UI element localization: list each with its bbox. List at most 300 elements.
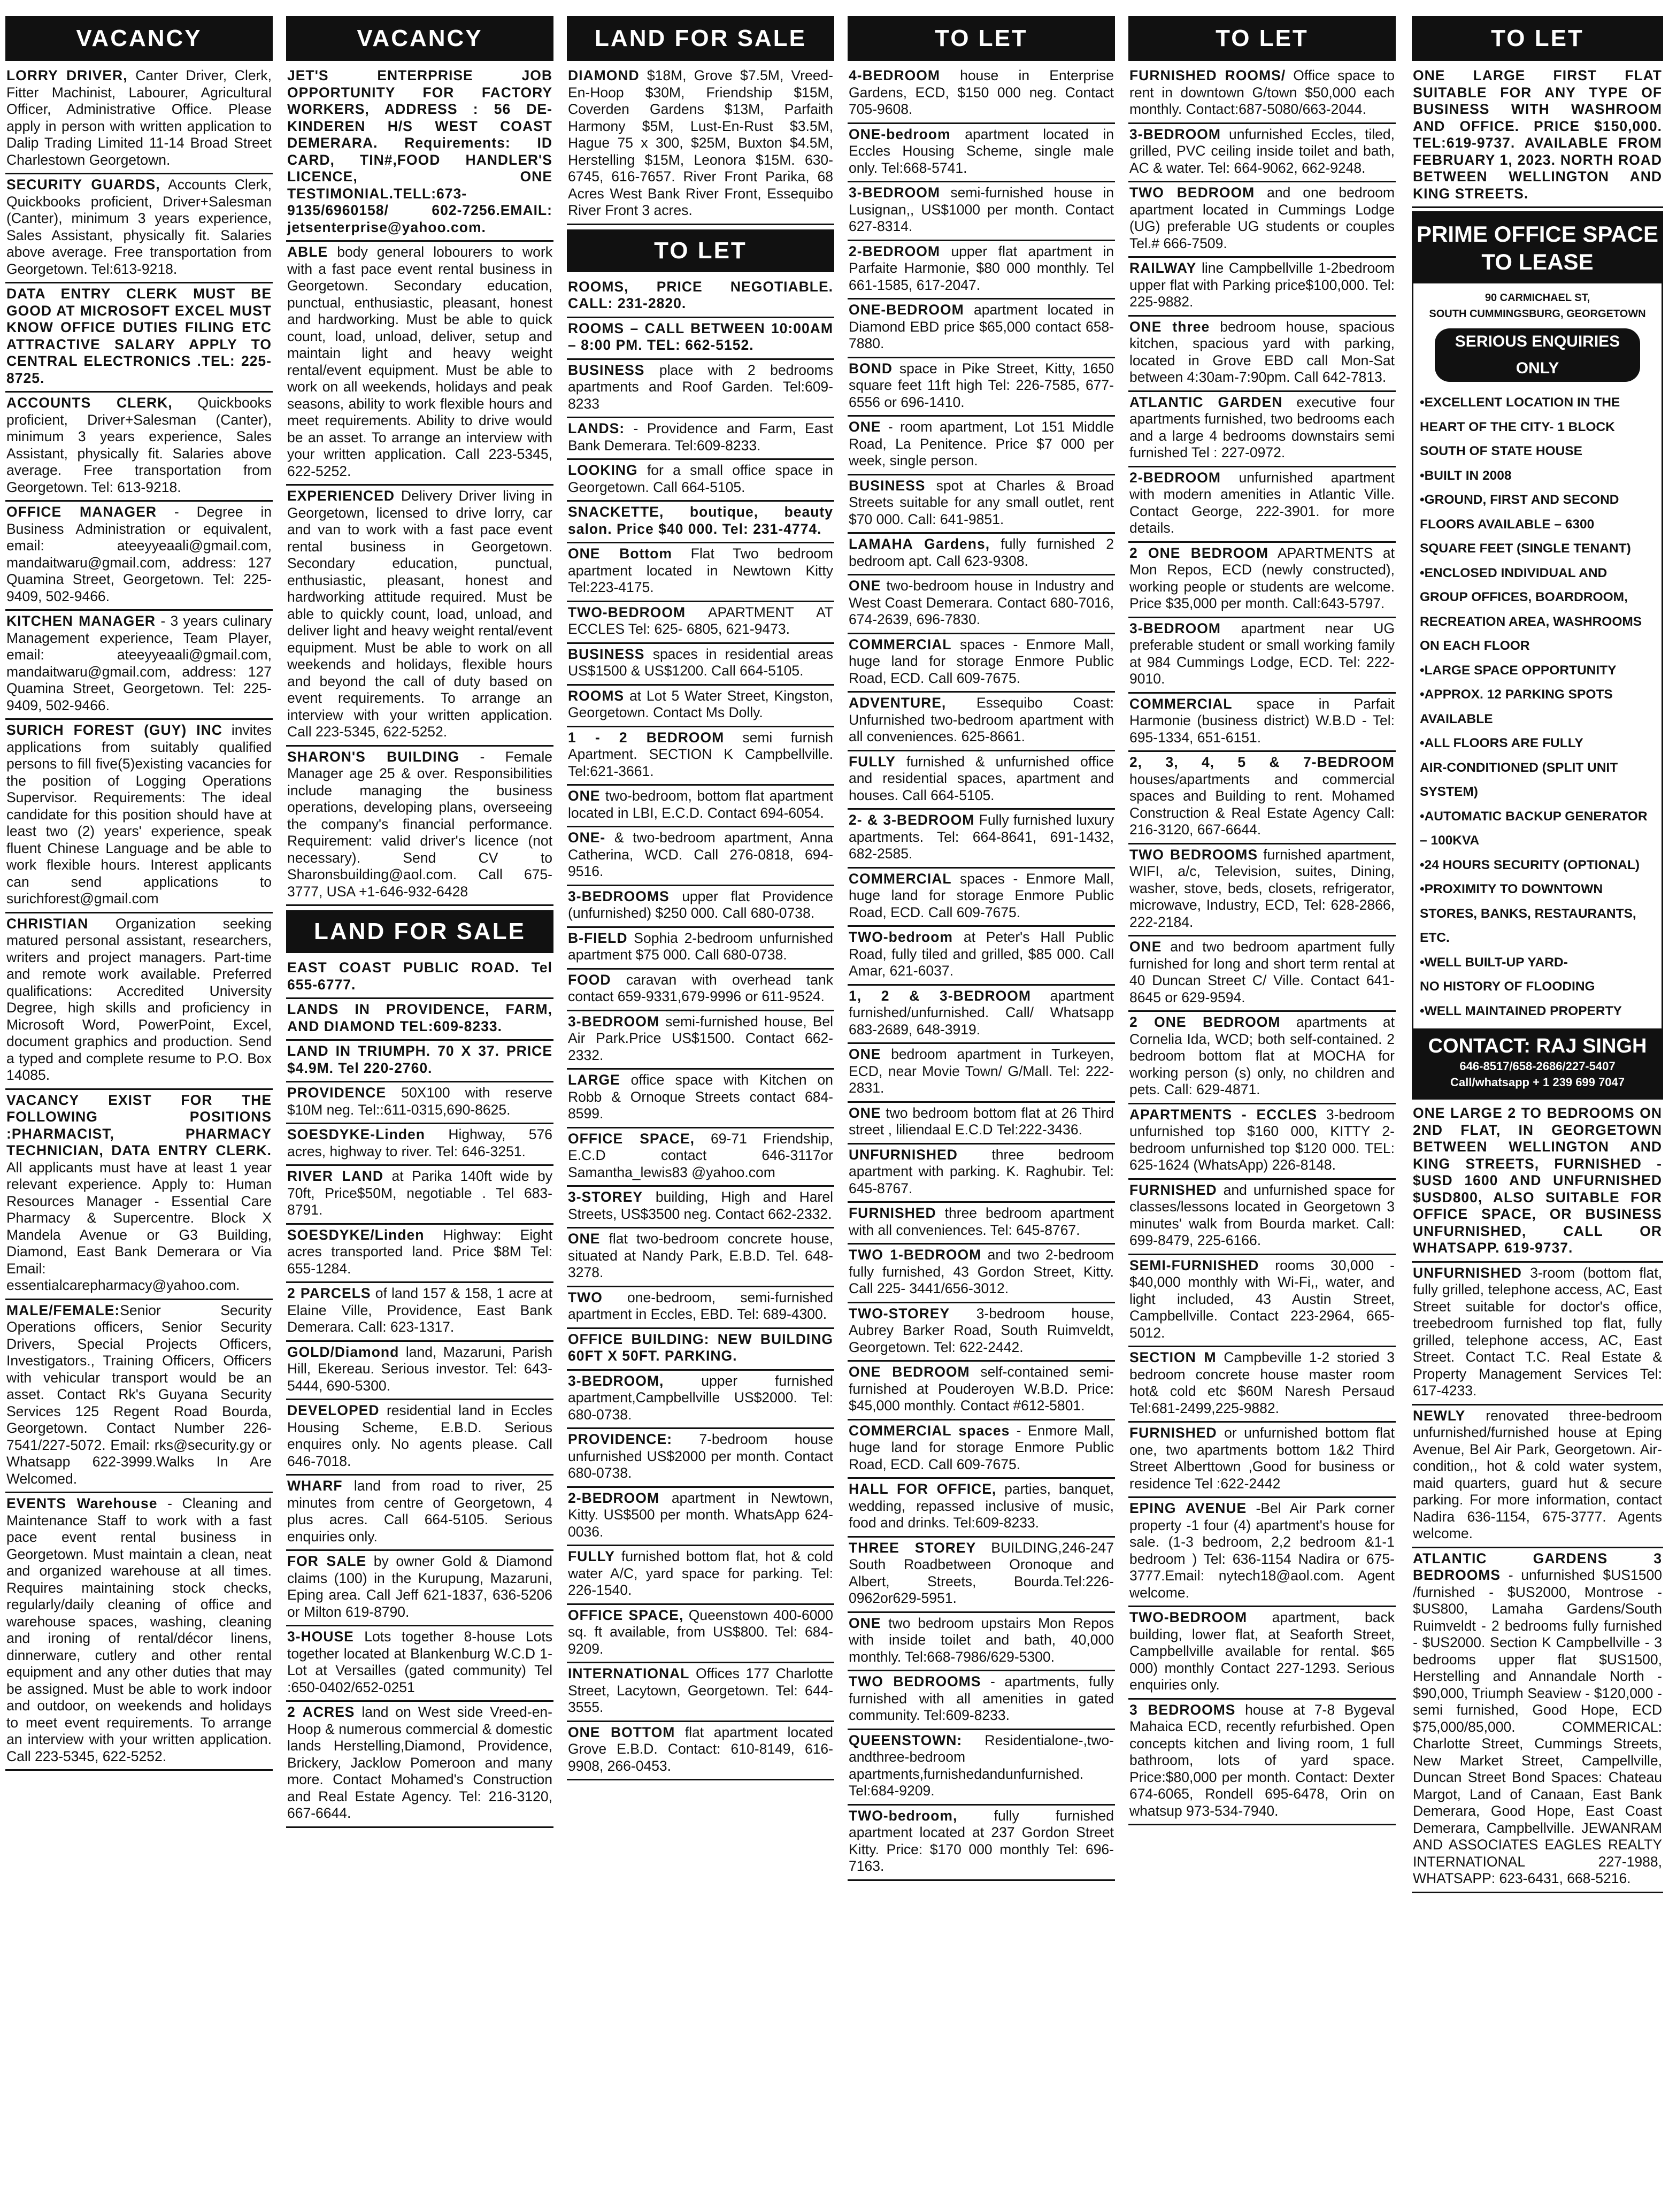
ad-body: Senior Security Operations officers, Senior Security Drivers, Special Projects Officers, Investigators., Training Officers, Officers with vehicular transport would be an asset. Contact Rk's Guyana Security Services 125 Regent Road Bourda, Georgetown. Contact Number 226-7541/227-5072. Email: rks@security.gy or Whatsapp 622-3999.Walks In Are Welcomed.: [6, 1302, 272, 1487]
classified-ad: [286, 1476, 553, 1551]
classified-ad: [1128, 467, 1396, 543]
column-3: [567, 16, 834, 2198]
ad-lead: UNFURNISHED: [849, 1146, 958, 1163]
ad-lead: COMMERCIAL spaces: [849, 1422, 1010, 1439]
ad-list: [567, 276, 834, 1781]
ad-body: invites applications from suitably qualified persons to fill five(5)existing vacancies for the position of Logging Operations Supervisor. Requirements: The ideal candidate for this position should have at least two (2) years' experience, speak fluent Chinese Language and be able to work flexible hours. Interest applicants can send applications to surichforest@gmail.com: [6, 722, 272, 907]
promo-feature: •LARGE SPACE OPPORTUNITY: [1420, 663, 1617, 678]
ad-body: - Degree in Business Administration or equivalent, email: ateeyyeaali@gmail.com, mandaitwaru@gmail.com, address: 127 Quamina Street, Georgetown. Tel: 225-9409, 502-9466.: [6, 504, 272, 604]
ad-lead: ONE: [1129, 939, 1162, 955]
ad-body: Sophia 2-bedroom unfurnished apartment $75 000. Call 680-0738.: [568, 930, 833, 963]
promo-contact: [1413, 1028, 1662, 1098]
classified-ad: [1128, 1347, 1396, 1423]
classified-ad: [848, 927, 1115, 986]
classified-ad: [286, 1082, 553, 1124]
classified-ad: [1128, 392, 1396, 467]
classified-ad: [567, 65, 834, 225]
promo-feature: SYSTEM): [1420, 785, 1478, 799]
classified-ad: [567, 727, 834, 786]
promo-feature: •WELL MAINTAINED PROPERTY: [1420, 1003, 1622, 1018]
classified-ad: [567, 360, 834, 419]
classified-ad: [848, 810, 1115, 869]
classified-ad: [1128, 1180, 1396, 1255]
prime-office-promo: [1412, 211, 1663, 1100]
ad-body: 3-bedroom house, Aubrey Barker Road, South Ruimveldt, Georgetown. Tel: 622-2442.: [849, 1305, 1114, 1355]
ad-lead: 3-STOREY: [568, 1189, 643, 1205]
ad-lead: LOOKING: [568, 462, 638, 478]
ad-lead: ONE: [849, 1615, 881, 1631]
classified-ad: [286, 242, 553, 486]
ad-body: apartment in Newtown, Kitty. US$500 per month. WhatsApp 624-0036.: [568, 1489, 833, 1540]
ad-lead: RIVER LAND: [287, 1168, 384, 1184]
classified-ad: [1128, 936, 1396, 1012]
classified-ad: [1412, 1103, 1663, 1263]
ad-lead: 3-BEDROOM: [849, 185, 940, 201]
ad-list: [5, 65, 273, 1771]
ad-lead: DATA ENTRY CLERK MUST BE GOOD AT MICROSOFT EXCEL MUST KNOW OFFICE DUTIES FILING ETC ATTRACTIVE SALARY APPLY TO CENTRAL ELECTRONICS .TEL: 225-8725.: [6, 286, 272, 386]
ad-body: for a small office space in Georgetown. Call 664-5105.: [568, 462, 833, 495]
ad-lead: BUSINESS: [568, 646, 645, 662]
classified-ad: [848, 1671, 1115, 1730]
ad-lead: ONE-bedroom: [849, 126, 951, 142]
classified-ad: [1128, 694, 1396, 752]
ad-lead: CHRISTIAN: [6, 915, 89, 932]
ad-lead: SECTION M: [1129, 1349, 1217, 1365]
ad-body: house at 7-8 Bygeval Mahaica ECD, recently refurbished. Open concepts kitchen and living room, 1 full bathroom, lots of yard space. Price:$80,000 per month. Contact: Dexter 674-6065, Rondell 695-6478, Orin on whatsup 973-534-7940.: [1129, 1701, 1395, 1819]
ad-body: land, Mazaruni, Parish Hill, Ekereau. Serious investor. Tel: 643-5444, 690-5300.: [287, 1343, 552, 1394]
ad-body: - Enmore Mall, huge land for storage Enmore Public Road, ECD. Call 609-7675.: [849, 1422, 1114, 1472]
ad-lead: WHARF: [287, 1478, 343, 1494]
ad-body: or unfurnished bottom flat one, two apartments bottom 1&2 Third Street Alberttown ,Good for business or residence Tel :622-2442: [1129, 1425, 1395, 1492]
classified-ad: [1128, 258, 1396, 317]
ad-body: place with 2 bedrooms apartments and Roof Garden. Tel:609-8233: [568, 362, 833, 412]
ad-lead: OFFICE SPACE,: [568, 1130, 695, 1147]
ad-lead: COMMERCIAL: [849, 870, 952, 887]
ad-body: and two bedroom apartment fully furnished for long and short term rental at 40 Duncan Street C/ Ville. Contact 641-8645 or 629-9594.: [1129, 939, 1395, 1005]
ad-lead: ATLANTIC GARDEN: [1129, 394, 1283, 410]
ad-body: apartments at Cornelia Ida, WCD; both self-contained. 2 bedroom bottom flat at MOCHA for working person (s) only, no children and pets. Call: 629-4871.: [1129, 1014, 1395, 1097]
ad-body: three bedroom apartment with parking. K. Raghubir. Tel: 645-8767.: [849, 1146, 1114, 1196]
classified-ad: [848, 475, 1115, 534]
classified-ad: [567, 418, 834, 460]
ad-lead: BUSINESS: [568, 362, 645, 378]
ad-body: fully furnished 2 bedroom apt. Call 623-9308.: [849, 536, 1114, 569]
ad-lead: 2 ONE BEDROOM: [1129, 544, 1269, 561]
ad-body: semi furnish Apartment. SECTION K Campbellville. Tel:621-3661.: [568, 729, 834, 779]
column-1: [5, 16, 273, 2198]
classified-ad: [567, 318, 834, 360]
classified-ad: [1128, 1104, 1396, 1180]
ad-lead: FURNISHED: [849, 1205, 936, 1221]
classified-ad: [1128, 543, 1396, 618]
ad-body: office space with Kitchen on Robb & Ornoque Streets contact 684-8599.: [568, 1072, 833, 1122]
ad-lead: ABLE: [287, 244, 328, 260]
column-4: [848, 16, 1115, 2198]
classified-ad: [567, 1187, 834, 1228]
ad-lead: ONE: [849, 419, 881, 435]
ad-lead: TWO-bedroom: [849, 929, 953, 945]
section-header-to-let: TO LET: [1128, 16, 1396, 61]
promo-feature: HEART OF THE CITY- 1 BLOCK: [1420, 419, 1615, 434]
ad-lead: COMMERCIAL: [1129, 695, 1233, 712]
ad-lead: COMMERCIAL: [849, 636, 952, 652]
classified-ad: [567, 827, 834, 886]
classified-ad: [848, 534, 1115, 575]
ad-body: & two-bedroom apartment, Anna Catherina, WCD. Call 276-0818, 694-9516.: [568, 830, 833, 879]
ad-body: apartment located in Eccles Housing Scheme, single male only. Tel:668-5741.: [849, 126, 1114, 176]
ad-body: fully furnished apartment located at 237 Gordon Street Kitty. Price: $170 000 monthly Tel: 696-7163.: [849, 1807, 1114, 1874]
ad-lead: OFFICE BUILDING: NEW BUILDING 60FT X 50FT. PARKING.: [568, 1331, 833, 1364]
ad-lead: LAND IN TRIUMPH. 70 X 37. PRICE $4.9M. Tel 220-2760.: [287, 1043, 552, 1076]
classified-ad: [5, 1493, 273, 1771]
classified-ad: [567, 970, 834, 1011]
ad-body: $18M, Grove $7.5M, Vreed-En-Hoop $30M, Friendship $15M, Coverden Gardens $13M, Parfaith Harmony $5M, Lust-En-Rust $3.5M, Hague 75 x 300, $25M, Buxton $4.5M, Herstelling $15M, Leonora $15M. 630-6745, 616-7657. River Front Parika, 68 Acres West Bank River Front, Essequibo River Front 3 acres.: [568, 67, 833, 218]
ad-lead: ONE-: [568, 830, 606, 846]
classified-ad: [1128, 1700, 1396, 1826]
classified-ad: [5, 1300, 273, 1494]
ad-lead: BUSINESS: [849, 477, 926, 494]
ad-body: house in Enterprise Gardens, ECD, $150 000 neg. Contact 705-9608.: [849, 67, 1114, 117]
ad-lead: SHARON'S BUILDING: [287, 748, 460, 765]
ad-lead: LAMAHA Gardens,: [849, 536, 990, 552]
promo-feature: •GROUND, FIRST AND SECOND: [1420, 493, 1619, 507]
ad-body: rooms 30,000 - $40,000 monthly with Wi-Fi,, water, and light included, 43 Austin Street, Campbellville. Contact 223-2964, 665-5012.: [1129, 1257, 1395, 1341]
classified-ad: [1412, 1405, 1663, 1548]
ad-body: and two 2-bedroom fully furnished, 43 Gordon Street, Kitty. Call 225- 3441/656-3012.: [849, 1247, 1114, 1296]
classified-ad: [848, 1730, 1115, 1806]
classified-ad: [286, 1626, 553, 1702]
classified-ad: [286, 1225, 553, 1284]
promo-feature: ON EACH FLOOR: [1420, 639, 1530, 653]
classified-ad: [286, 1041, 553, 1082]
classified-ad: [848, 1420, 1115, 1479]
ad-body: apartment, back building, lower flat, at Seaforth Street, Campbellville available for rental. $65 000) monthly Contact 227-1293. Serious enquiries only.: [1129, 1609, 1395, 1693]
ad-lead: ONE-BEDROOM: [849, 302, 964, 318]
ad-lead: 2-BEDROOM: [1129, 469, 1221, 486]
promo-feature: •WELL BUILT-UP YARD-: [1420, 955, 1568, 970]
ad-lead: LANDS:: [568, 420, 625, 436]
ad-lead: VACANCY EXIST FOR THE FOLLOWING POSITIONS :PHARMACIST, PHARMACY TECHNICIAN, DATA ENTRY CLERK.: [6, 1092, 272, 1158]
promo-feature: AIR-CONDITIONED (SPLIT UNIT: [1420, 760, 1618, 775]
classified-ad: [567, 928, 834, 970]
classified-ad: [567, 1722, 834, 1781]
ad-body: Offices 177 Charlotte Street, Lacytown, Georgetown. Tel: 644-3555.: [568, 1665, 833, 1715]
ad-lead: SECURITY GUARDS,: [6, 176, 160, 193]
promo-feature: •24 HOURS SECURITY (OPTIONAL): [1420, 857, 1640, 872]
promo-feature: •ALL FLOORS ARE FULLY: [1420, 736, 1583, 750]
ad-lead: 4-BEDROOM: [849, 67, 940, 83]
classified-ad: [1128, 844, 1396, 937]
column-5: [1128, 16, 1396, 2198]
classified-ad: [848, 1538, 1115, 1613]
ad-body: Quickbooks proficient, Driver+Salesman (Canter), minimum 3 years experience, Sales Assistant, physically fit. Salaries above average. Free transportation from Georgetown. Tel: 613-9218.: [6, 395, 272, 495]
ad-lead: PROVIDENCE:: [568, 1431, 673, 1447]
classified-ad: [848, 1203, 1115, 1245]
ad-lead: 3 BEDROOMS: [1129, 1701, 1236, 1718]
ad-lead: TWO BEDROOMS: [849, 1673, 981, 1689]
ad-body: spaces - Enmore Mall, huge land for storage Enmore Public Road, ECD. Call 609-7675.: [849, 870, 1114, 920]
ad-body: flat two-bedroom concrete house, situated at Nandy Park, E.B.D. Tel. 648-3278.: [568, 1231, 833, 1280]
ad-body: land from road to river, 25 minutes from centre of Georgetown, 4 plus acres. Call 664-5105. Serious enquiries only.: [287, 1478, 552, 1545]
ad-body: - Providence and Farm, East Bank Demerara. Tel:609-8233.: [568, 420, 833, 454]
ad-body: bedroom apartment in Turkeyen, ECD, near Movie Town/ G/Mall. Tel: 222-2831.: [849, 1046, 1114, 1096]
promo-feature: GROUP OFFICES, BOARDROOM,: [1420, 590, 1628, 604]
classified-ad: [848, 634, 1115, 693]
ad-body: apartment furnished/unfurnished. Call/ Whatsapp 683-2689, 648-3919.: [849, 987, 1114, 1038]
promo-feature: – 100KVA: [1420, 833, 1480, 848]
classified-ad: [1128, 752, 1396, 844]
ad-body: spot at Charles & Broad Streets suitable for any small outlet, rent $70 000. Call: 641-9851.: [849, 477, 1114, 527]
ad-lead: 2 ACRES: [287, 1704, 355, 1720]
ad-body: semi-furnished house, Bel Air Park.Price US$1500. Contact 662-2332.: [568, 1013, 833, 1063]
promo-feature: RECREATION AREA, WASHROOMS: [1420, 614, 1642, 629]
classified-ad: [567, 686, 834, 727]
ad-lead: FURNISHED ROOMS/: [1129, 67, 1286, 83]
promo-address: [1413, 283, 1662, 328]
classified-ad: [1128, 317, 1396, 392]
classified-ad: [1128, 1423, 1396, 1498]
ad-lead: 3-BEDROOM: [1129, 620, 1221, 636]
ad-lead: LARGE: [568, 1072, 620, 1088]
ad-body: APARTMENTS at Mon Repos, ECD (newly constructed), working people or students are welcome. Price $35,000 per month. Call:643-5797.: [1129, 544, 1395, 611]
ad-lead: TWO-STOREY: [849, 1305, 950, 1322]
ad-lead: ROOMS, PRICE NEGOTIABLE. CALL: 231-2820.: [568, 278, 833, 311]
ad-body: renovated three-bedroom unfurnished/furnished house at Eping Avenue, Bel Air Park, Georgetown. Air-condition,, hot & cold water system, maid quarters, guard hut & secure parking. For more information, contact Nadira 636-1154, 675-3777. Agents welcome.: [1413, 1407, 1662, 1541]
ad-body: two-bedroom house in Industry and West Coast Demerara. Contact 680-7016, 674-2639, 696-7830.: [849, 578, 1114, 627]
ad-list: [286, 957, 553, 1828]
ad-lead: 1, 2 & 3-BEDROOM: [849, 987, 1031, 1004]
ad-body: Flat Two bedroom apartment located in Newtown Kitty Tel:223-4175.: [568, 546, 833, 595]
classified-ad: [1128, 618, 1396, 694]
ad-body: Essequibo Coast: Unfurnished two-bedroom apartment with all conveniences. 625-8661.: [849, 695, 1114, 744]
ad-lead: ONE BEDROOM: [849, 1364, 970, 1380]
ad-lead: EXPERIENCED: [287, 488, 395, 504]
classified-ad: [567, 1128, 834, 1187]
classified-ad: [1128, 1607, 1396, 1700]
section-header-land-for-sale: LAND FOR SALE: [286, 910, 553, 953]
ad-lead: ADVENTURE,: [849, 695, 947, 711]
classified-ad: [848, 358, 1115, 417]
ad-body: upper flat Providence (unfurnished) $250 000. Call 680-0738.: [568, 888, 833, 921]
ad-lead: JET'S ENTERPRISE JOB OPPORTUNITY FOR FACTORY WORKERS, ADDRESS : 56 DE-KINDEREN H/S WEST COAST DEMERARA. Requirements: ID CARD, TIN#,FOOD HANDLER'S LICENCE, ONE TESTIMONIAL.TELL:673-9135/6960158/ 602-7256.EMAIL: jetsenterprise@yahoo.com.: [287, 67, 552, 235]
classified-ad: [848, 575, 1115, 634]
classified-ad: [286, 1283, 553, 1342]
ad-lead: DIAMOND: [568, 67, 640, 83]
ad-body: Accounts Clerk, Quickbooks proficient, Driver+Salesman (Canter), minimum 3 years experience, Sales Assistant, physically fit. Salaries above average. Free transportation from Georgetown. Tel:613-9218.: [6, 176, 272, 277]
ad-lead: ATLANTIC GARDENS 3 BEDROOMS: [1413, 1550, 1662, 1583]
ad-lead: ACCOUNTS CLERK,: [6, 395, 173, 411]
classified-ad: [848, 299, 1115, 358]
ad-lead: 2- & 3-BEDROOM: [849, 812, 975, 828]
ad-body: 3-bedroom unfurnished top $160 000, KITTY 2-bedroom unfurnished top $120 000. TEL: 625-1624 (WhatsApp) 226-8148.: [1129, 1106, 1395, 1173]
classified-ad: [848, 241, 1115, 300]
ad-lead: ONE three: [1129, 318, 1210, 335]
ad-lead: ONE: [568, 1231, 601, 1247]
ad-lead: QUEENSTOWN:: [849, 1732, 963, 1748]
ad-lead: NEWLY: [1413, 1407, 1466, 1424]
ad-body: Highway, 576 acres, highway to river. Tel: 646-3251.: [287, 1126, 552, 1159]
ad-body: residential land in Eccles Housing Scheme, E.B.D. Serious enquires only. No agents please. Call 646-7018.: [287, 1402, 552, 1469]
promo-feature: •ENCLOSED INDIVIDUAL AND: [1420, 565, 1608, 580]
ad-body: apartment located in Diamond EBD price $65,000 contact 658-7880.: [849, 302, 1114, 351]
classified-ad: [848, 869, 1115, 927]
classified-ad: [286, 1166, 553, 1225]
classified-ad: [5, 913, 273, 1090]
ad-lead: TWO 1-BEDROOM: [849, 1247, 982, 1263]
classified-ad: [567, 1228, 834, 1287]
section-header-to-let: TO LET: [567, 229, 834, 272]
ad-lead: KITCHEN MANAGER: [6, 613, 156, 629]
classified-ad: [567, 1329, 834, 1371]
ad-body: self-contained semi-furnished at Pouderoyen W.B.D. Price: $45,000 monthly. Contact #612-5801.: [849, 1364, 1114, 1414]
classified-ad: [286, 1124, 553, 1166]
classified-ad: [1412, 1548, 1663, 1893]
section-header-to-let: TO LET: [1412, 16, 1663, 61]
ad-list: [848, 65, 1115, 1881]
ad-lead: SOESDYKE/Linden: [287, 1226, 425, 1243]
classified-ad: [567, 1663, 834, 1722]
section-header-land-for-sale: LAND FOR SALE: [567, 16, 834, 61]
ad-lead: 2-BEDROOM: [849, 243, 940, 259]
ad-body: Office space to rent in downtown G/town $50,000 each monthly. Contact:687-5080/663-2044.: [1129, 67, 1395, 117]
classified-ad: [567, 602, 834, 644]
ad-body: flat apartment located Grove E.B.D. Contact: 610-8149, 616-9908, 266-0453.: [568, 1724, 833, 1774]
section-header-vacancy: VACANCY: [286, 16, 553, 61]
classified-ad: [5, 65, 273, 174]
ad-body: - 3 years culinary Management experience, Team Player, email: ateeyyeaali@gmail.com, mandaitwaru@gmail.com, address: 127 Quamina Street, Georgetown. Tel: 225-9409, 502-9466.: [6, 613, 272, 713]
promo-feature: STORES, BANKS, RESTAURANTS,: [1420, 906, 1636, 921]
classified-ad: [848, 1362, 1115, 1420]
promo-feature: AVAILABLE: [1420, 711, 1493, 726]
ad-lead: 3-BEDROOM,: [568, 1372, 664, 1389]
ad-lead: 3-BEDROOM: [568, 1013, 659, 1030]
classified-ad: [567, 886, 834, 928]
ad-body: and one bedroom apartment located in Cummings Lodge (UG) preferable UG students or couples Tel.# 666-7509.: [1129, 185, 1395, 251]
ad-lead: TWO: [568, 1289, 603, 1305]
ad-body: one-bedroom, semi-furnished apartment in Eccles, EBD. Tel: 689-4300.: [568, 1289, 833, 1322]
classified-ad: [1128, 1255, 1396, 1348]
ad-lead: TWO BEDROOM: [1129, 185, 1255, 201]
ad-lead: TWO BEDROOMS: [1129, 846, 1258, 863]
ad-body: space in Parfait Harmonie (business district) W.B.D - Tel: 695-1334, 651-6151.: [1129, 695, 1395, 746]
classified-ad: [848, 182, 1115, 241]
promo-feature: ETC.: [1420, 931, 1450, 945]
ad-body: furnished bottom flat, hot & cold water A/C, yard space for parking. Tel: 226-1540.: [568, 1548, 833, 1598]
ad-body: body general lobourers to work with a fast pace event rental business in Georgetown. Secondary education, punctual, enthusiastic, pleasant, honest and hardworking. Must be able to quick count, load, unload, deliver, setup and maintain light and heavy weight rental/event equipment. Must be able to work on all weekends, holidays and peak seasons, ability to work flexible hours and meet requirements. Ability to drive would be an asset. To arrange an interview with your written application. Call 223-5345, 622-5252.: [287, 244, 552, 479]
ad-lead: EVENTS Warehouse: [6, 1495, 158, 1511]
classified-ad: [848, 124, 1115, 183]
ad-lead: GOLD/Diamond: [287, 1343, 399, 1360]
ad-body: Highway: Eight acres transported land. Price $8M Tel: 655-1284.: [287, 1226, 552, 1277]
ad-body: - unfurnished $US1500 /furnished - $US2000, Montrose - $US800, Lamaha Gardens/South Ruimveldt - 2 bedrooms fully furnished - $US2000. Section K Campbellville - 3 bedrooms upper flat $US1500, Herstelling and Annandale North - $90,000, Triumph Seaview - $120,000 - semi furnished, Good Hope, ECD $75,000/85,000. COMMERICAL: Charlotte Street, Cummings Streets, New Market Street, Campellville, Duncan Street Bond Spaces: Chateau Margot, Land of Canaan, East Bank Demerara, Good Hope, East Coast Demerara, Campbellville. JEWANRAM AND ASSOCIATES EAGLES REALTY INTERNATIONAL 227-1988, WHATSAPP: 623-6431, 668-5216.: [1413, 1567, 1662, 1886]
classified-ad: [848, 1806, 1115, 1881]
classified-ad: [567, 1371, 834, 1430]
ad-lead: B-FIELD: [568, 930, 628, 946]
ad-lead: OFFICE MANAGER: [6, 504, 157, 520]
classified-ad: [848, 1303, 1115, 1362]
ad-body: two bedroom upstairs Mon Repos with inside toilet and bath, 40,000 monthly. Tel:668-7986/629-5300.: [849, 1615, 1114, 1665]
ad-body: APARTMENT AT ECCLES Tel: 625- 6805, 621-9473.: [568, 604, 833, 637]
promo-feature: SOUTH OF STATE HOUSE: [1420, 444, 1582, 458]
classified-ad: [5, 502, 273, 611]
ad-lead: 2 ONE BEDROOM: [1129, 1014, 1281, 1030]
classified-ad: [1128, 1498, 1396, 1607]
ad-lead: RAILWAY: [1129, 260, 1197, 276]
classified-ad: [1412, 1263, 1663, 1405]
ad-lead: 2, 3, 4, 5 & 7-BEDROOM: [1129, 754, 1395, 770]
ad-lead: TWO-BEDROOM: [1129, 1609, 1248, 1625]
classified-ad: [286, 65, 553, 242]
ad-lead: INTERNATIONAL: [568, 1665, 690, 1681]
classified-ad: [286, 1342, 553, 1401]
ad-body: All applicants must have at least 1 year relevant experience. Apply to: Human Resources Manager - Essential Care Pharmacy & Supercentre. Block X Mandela Avenue or G3 Building, Diamond, East Bank Demerara or Via Email: essentialcarepharmacy@yahoo.com.: [6, 1159, 272, 1293]
classified-ad: [567, 1605, 834, 1664]
ad-body: upper flat apartment in Parfaite Harmonie, $80 000 monthly. Tel 661-1585, 617-2047.: [849, 243, 1114, 293]
ad-lead: APARTMENTS - ECCLES: [1129, 1106, 1318, 1123]
classified-ad: [848, 65, 1115, 124]
classified-ad: [286, 999, 553, 1041]
ad-body: 3-room (bottom flat, fully grilled, telephone access, AC, East Street suitable for doctor's office, treebedroom furnished top flat, fully grilled, telephone access, AC, East Street. Contact T.C. Real Estate & Property Management Services Tel: 617-4233.: [1413, 1264, 1662, 1399]
promo-title: PRIME OFFICE SPACE TO LEASE: [1413, 213, 1662, 283]
ad-lead: SEMI-FURNISHED: [1129, 1257, 1259, 1273]
ad-lead: 3-HOUSE: [287, 1629, 354, 1645]
ad-body: Residentialone-,two-andthree-bedroom apartments,furnishedandunfurnished. Tel:684-9209.: [849, 1732, 1114, 1799]
ad-lead: ONE LARGE 2 TO BEDROOMS ON 2ND FLAT, IN GEORGETOWN BETWEEN WELLINGTON AND KING STREETS, FURNISHED - $USD 1600 AND UNFURNISHED $USD800, ALSO SUITABLE FOR OFFICE SPACE, OR BUSINESS UNFURNISHED, CALL OR WHATSAPP. 619-9737.: [1413, 1105, 1662, 1256]
ad-body: Organization seeking matured personal assistant, researchers, writers and project managers. Part-time and remote work available. Preferred qualifications: Accredited University Degree, high skills and proficiency in Microsoft Word, PowerPoint, Excel, document graphics and production. Send a typed and complete resume to P.O. Box 14085.: [6, 915, 272, 1083]
promo-feature: •PROXIMITY TO DOWNTOWN: [1420, 882, 1603, 896]
column-6: [1412, 16, 1663, 2198]
contact-name: CONTACT: RAJ SINGH: [1428, 1035, 1647, 1057]
ad-body: Queenstown 400-6000 sq. ft available, from US$800. Tel: 684-9209.: [568, 1607, 833, 1657]
ad-body: houses/apartments and commercial spaces and Building to rent. Mohamed Construction & Real Estate Agency Call: 216-3120, 667-6644.: [1129, 771, 1395, 838]
ad-lead: PROVIDENCE: [287, 1085, 387, 1101]
ad-body: caravan with overhead tank contact 659-9331,679-9996 or 611-9524.: [568, 971, 833, 1004]
classified-ad: [567, 460, 834, 502]
classified-ad: [567, 1488, 834, 1547]
ad-lead: FOR SALE: [287, 1553, 367, 1569]
section-header-vacancy: VACANCY: [5, 16, 273, 61]
ad-lead: TWO-BEDROOM: [568, 604, 686, 620]
promo-feature: SQUARE FEET (SINGLE TENANT): [1420, 541, 1631, 556]
classified-ad: [848, 1245, 1115, 1303]
ad-body: building, High and Harel Streets, US$3500 neg. Contact 662-2332.: [568, 1189, 833, 1222]
ad-body: 50X100 with reserve $10M neg. Tel::611-0315,690-8625.: [287, 1085, 552, 1118]
ad-lead: DEVELOPED: [287, 1402, 380, 1418]
classified-ad: [567, 786, 834, 827]
ad-lead: FURNISHED: [1129, 1181, 1217, 1198]
ad-lead: EAST COAST PUBLIC ROAD. Tel 655-6777.: [287, 959, 552, 993]
classified-ad: [567, 276, 834, 318]
ad-lead: ONE: [849, 1104, 881, 1121]
ad-lead: ONE: [568, 788, 601, 804]
section-header-to-let: TO LET: [848, 16, 1115, 61]
promo-feature: •BUILT IN 2008: [1420, 468, 1512, 483]
ad-body: Fully furnished luxury apartments. Tel: 664-8641, 691-1432, 682-2585.: [849, 812, 1114, 862]
ad-body: furnished apartment, WIFI, a/c, Television, suites, Dining, washer, stove, beds, closets, refrigerator, microwave, Industry, ECD, Tel: 628-2866, 222-2184.: [1129, 846, 1395, 930]
ad-body: at Peter's Hall Public Road, fully tiled and grilled, $85 000. Call Amar, 621-6037.: [849, 929, 1114, 979]
ad-lead: 2-BEDROOM: [568, 1489, 659, 1506]
ad-lead: FULLY: [849, 753, 896, 770]
promo-feature: •APPROX. 12 PARKING SPOTS: [1420, 687, 1613, 702]
ad-lead: THREE STOREY: [849, 1539, 976, 1556]
ad-lead: LORRY DRIVER,: [6, 67, 128, 83]
ad-body: Lots together 8-house Lots together located at Blankenburg W.C.D 1-Lot at Versailles (gated community) Tel :650-0402/652-0251: [287, 1629, 552, 1695]
classified-ad: [1128, 182, 1396, 258]
ad-list: [1412, 1103, 1663, 1893]
classified-ad: ONE LARGE FIRST FLAT SUITABLE FOR ANY TYPE OF BUSINESS WITH WASHROOM AND OFFICE. PRICE $150,000. TEL:619-9737. AVAILABLE FROM FEBRUARY 1, 2023. NORTH ROAD BETWEEN WELLINGTON AND KING STREETS.: [1412, 65, 1663, 208]
ad-body: unfurnished Eccles, tiled, grilled, PVC ceiling inside toilet and bath, AC & water. Tel: 664-9062, 662-9248.: [1129, 126, 1395, 176]
ad-body: 69-71 Friendship, E.C.D contact 646-3117or Samantha_lewis83 @yahoo.com: [568, 1130, 833, 1180]
